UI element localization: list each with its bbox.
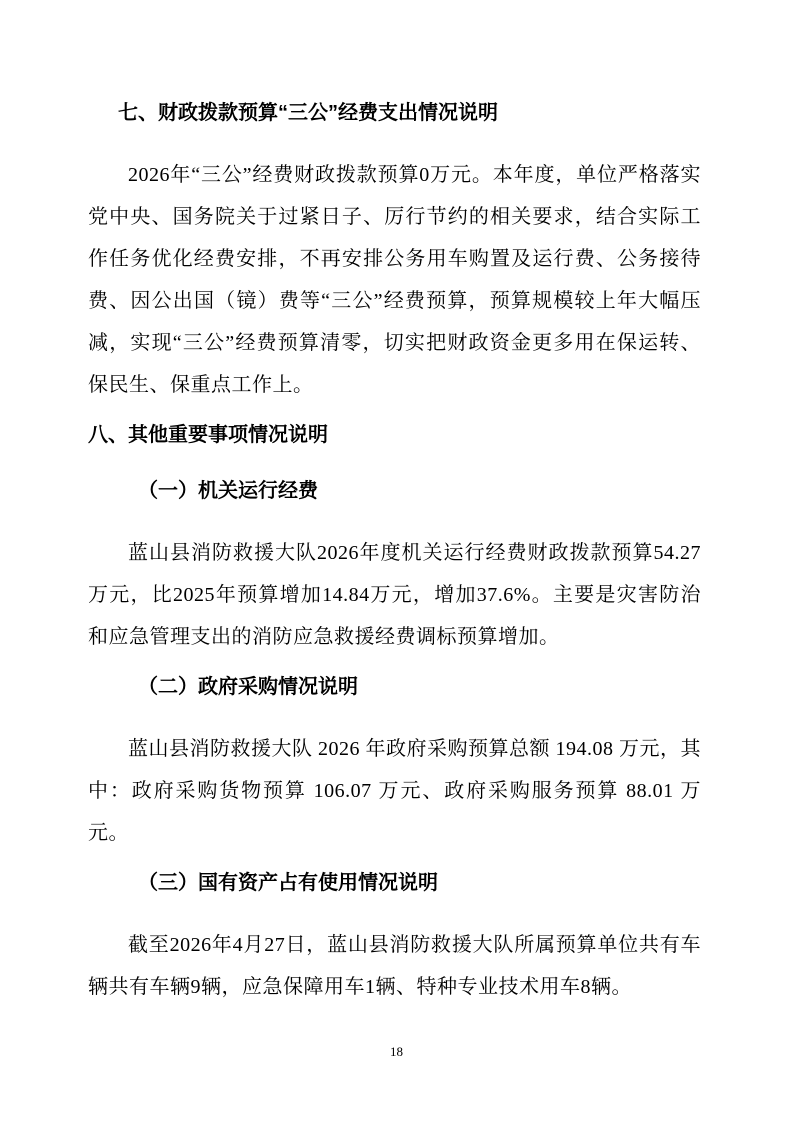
section-8-sub-1-paragraph: 蓝山县消防救援大队2026年度机关运行经费财政拨款预算54.27万元，比2025年预算增加14.84万元，增加37.6%。主要是灾害防治和应急管理支出的消防应急救援经费调标预算增加。 bbox=[88, 542, 701, 648]
section-8-sub-1-heading: （一）机关运行经费 bbox=[138, 480, 318, 502]
section-8-sub-2-heading: （二）政府采购情况说明 bbox=[138, 676, 358, 698]
section-8-sub-2-paragraph: 蓝山县消防救援大队 2026 年政府采购预算总额 194.08 万元，其中：政府采购货物预算 106.07 万元、政府采购服务预算 88.01 万元。 bbox=[88, 738, 701, 844]
section-8-sub-3-heading: （三）国有资产占有使用情况说明 bbox=[138, 872, 438, 894]
page-number: 18 bbox=[390, 1044, 403, 1059]
section-7-heading: 七、财政拨款预算“三公”经费支出情况说明 bbox=[118, 102, 498, 124]
section-8-heading: 八、其他重要事项情况说明 bbox=[88, 424, 328, 446]
section-8-sub-3-paragraph: 截至2026年4月27日，蓝山县消防救援大队所属预算单位共有车辆共有车辆9辆，应急保障用车1辆、特种专业技术用车8辆。 bbox=[88, 934, 701, 998]
section-7-paragraph: 2026年“三公”经费财政拨款预算0万元。本年度，单位严格落实党中央、国务院关于过紧日子、厉行节约的相关要求，结合实际工作任务优化经费安排，不再安排公务用车购置及运行费、公务接待费、因公出国（镜）费等“三公”经费预算，预算规模较上年大幅压减，实现“三公”经费预算清零，切实把财政资金更多用在保运转、保民生、保重点工作上。 bbox=[88, 164, 701, 396]
